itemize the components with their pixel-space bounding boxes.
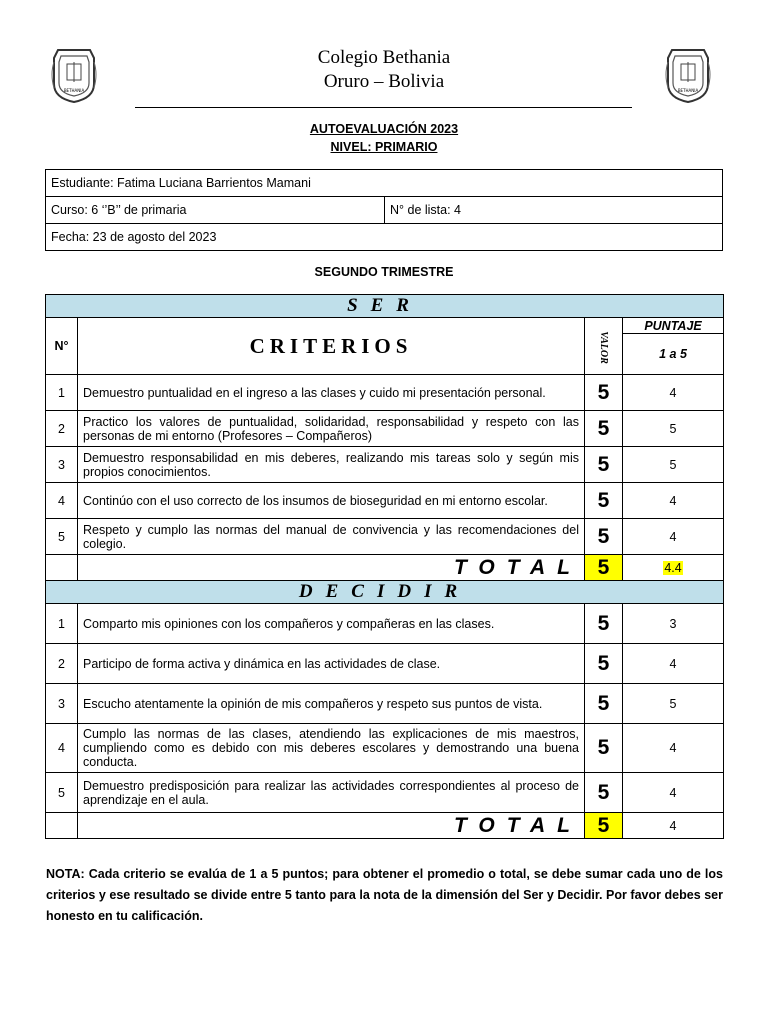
document-title: AUTOEVALUACIÓN 2023: [309, 122, 459, 136]
ser-criteria-row: [46, 447, 724, 483]
decidir-criteria-row: [46, 684, 724, 724]
decidir-criterion-text: Participo de forma activa y dinámica en las actividades de clase.: [78, 644, 585, 684]
ser-total-score: 4.4: [664, 560, 682, 575]
ser-row-number: 3: [46, 447, 78, 483]
ser-criterion-value: 5: [585, 519, 623, 555]
ser-criterion-score: 4: [623, 519, 724, 555]
ser-criteria-row: [46, 483, 724, 519]
header-divider: [135, 107, 632, 108]
ser-section-title: SER: [46, 295, 724, 318]
ser-criterion-text: Practico los valores de puntualidad, solidaridad, responsabilidad y respeto con las personas de mi entorno (Profesores – Compañeros): [78, 411, 585, 447]
decidir-criterion-value: 5: [585, 604, 623, 644]
value-column-header: VALOR: [585, 318, 623, 375]
ser-row-number: 4: [46, 483, 78, 519]
ser-total-score-cell: [623, 555, 724, 581]
ser-total-empty-cell: [46, 555, 78, 581]
evaluation-date: Fecha: 23 de agosto del 2023: [46, 224, 723, 251]
ser-criterion-value: 5: [585, 483, 623, 519]
ser-criterion-score: 5: [623, 447, 724, 483]
ser-total-value: 5: [585, 555, 623, 581]
decidir-criteria-row: [46, 644, 724, 684]
ser-criterion-score: 5: [623, 411, 724, 447]
ser-row-number: 5: [46, 519, 78, 555]
decidir-row-number: 3: [46, 684, 78, 724]
school-heading: [0, 46, 768, 94]
decidir-criterion-text: Demuestro predisposición para realizar las actividades correspondientes al proceso de aprendizaje en el aula.: [78, 773, 585, 813]
student-list-number: N° de lista: 4: [385, 197, 723, 224]
decidir-total-empty-cell: [46, 813, 78, 839]
decidir-criterion-score: 4: [623, 644, 724, 684]
ser-row-number: 2: [46, 411, 78, 447]
decidir-total-value: 5: [585, 813, 623, 839]
ser-criterion-text: Continúo con el uso correcto de los insumos de bioseguridad en mi entorno escolar.: [78, 483, 585, 519]
decidir-criterion-text: Escucho atentamente la opinión de mis compañeros y respeto sus puntos de vista.: [78, 684, 585, 724]
ser-section: [46, 295, 724, 375]
trimester-label: SEGUNDO TRIMESTRE: [314, 265, 454, 279]
decidir-criterion-text: Comparto mis opiniones con los compañeros y compañeras en las clases.: [78, 604, 585, 644]
decidir-criterion-score: 5: [623, 684, 724, 724]
ser-criterion-value: 5: [585, 447, 623, 483]
ser-criterion-value: 5: [585, 411, 623, 447]
ser-criterion-value: 5: [585, 375, 623, 411]
decidir-total-section: [46, 813, 724, 839]
decidir-criterion-value: 5: [585, 724, 623, 773]
ser-criterion-score: 4: [623, 375, 724, 411]
student-course: Curso: 6 ‘’B’’ de primaria: [46, 197, 385, 224]
number-column-header: N°: [46, 318, 78, 375]
decidir-criterion-score: 3: [623, 604, 724, 644]
decidir-criteria-row: [46, 724, 724, 773]
decidir-criterion-value: 5: [585, 684, 623, 724]
ser-criterion-text: Demuestro responsabilidad en mis deberes, realizando mis tareas solo y según mis propios conocimientos.: [78, 447, 585, 483]
svg-text:BETHANIA: BETHANIA: [63, 88, 85, 93]
ser-criteria-rows: [46, 375, 724, 555]
ser-criteria-row: [46, 411, 724, 447]
ser-criterion-text: Respeto y cumplo las normas del manual de convivencia y las recomendaciones del colegio.: [78, 519, 585, 555]
svg-text:BETHANIA: BETHANIA: [677, 88, 699, 93]
ser-criterion-text: Demuestro puntualidad en el ingreso a las clases y cuido mi presentación personal.: [78, 375, 585, 411]
student-name: Estudiante: Fatima Luciana Barrientos Mamani: [46, 170, 723, 197]
decidir-criteria-row: [46, 773, 724, 813]
score-column-header: PUNTAJE: [623, 318, 724, 334]
decidir-criteria-rows: [46, 604, 724, 813]
decidir-criterion-value: 5: [585, 773, 623, 813]
school-seal-right-icon: [664, 44, 712, 104]
ser-row-number: 1: [46, 375, 78, 411]
ser-criteria-row: [46, 375, 724, 411]
score-range-header: 1 a 5: [623, 334, 724, 375]
decidir-section-title: DECIDIR: [46, 581, 724, 604]
evaluation-table: [45, 294, 724, 839]
criteria-column-header: CRITERIOS: [78, 318, 585, 375]
ser-total-label: TOTAL: [78, 555, 585, 581]
decidir-criterion-text: Cumplo las normas de las clases, atendiendo las explicaciones de mis maestros, cumpliendo como es debido con mis deberes escolares y demostrando una buena conducta.: [78, 724, 585, 773]
student-info-table: [45, 169, 723, 251]
ser-total-section: [46, 555, 724, 604]
level-title: NIVEL: PRIMARIO: [330, 140, 438, 154]
decidir-total-label: TOTAL: [78, 813, 585, 839]
decidir-criterion-value: 5: [585, 644, 623, 684]
decidir-row-number: 4: [46, 724, 78, 773]
decidir-total-score: 4: [623, 813, 724, 839]
ser-criteria-row: [46, 519, 724, 555]
decidir-row-number: 2: [46, 644, 78, 684]
document-header: [0, 0, 768, 115]
decidir-criteria-row: [46, 604, 724, 644]
school-name: Colegio Bethania: [317, 47, 451, 68]
decidir-row-number: 1: [46, 604, 78, 644]
ser-criterion-score: 4: [623, 483, 724, 519]
decidir-row-number: 5: [46, 773, 78, 813]
evaluation-note: NOTA: Cada criterio se evalúa de 1 a 5 puntos; para obtener el promedio o total, se debe sumar cada uno de los criterios y ese resultado se divide entre 5 tanto para la nota de la dimensión del Ser y Decidir. Por favor debes ser honesto en tu calificación.: [46, 867, 723, 923]
decidir-criterion-score: 4: [623, 724, 724, 773]
school-location: Oruro – Bolivia: [323, 71, 445, 92]
decidir-criterion-score: 4: [623, 773, 724, 813]
